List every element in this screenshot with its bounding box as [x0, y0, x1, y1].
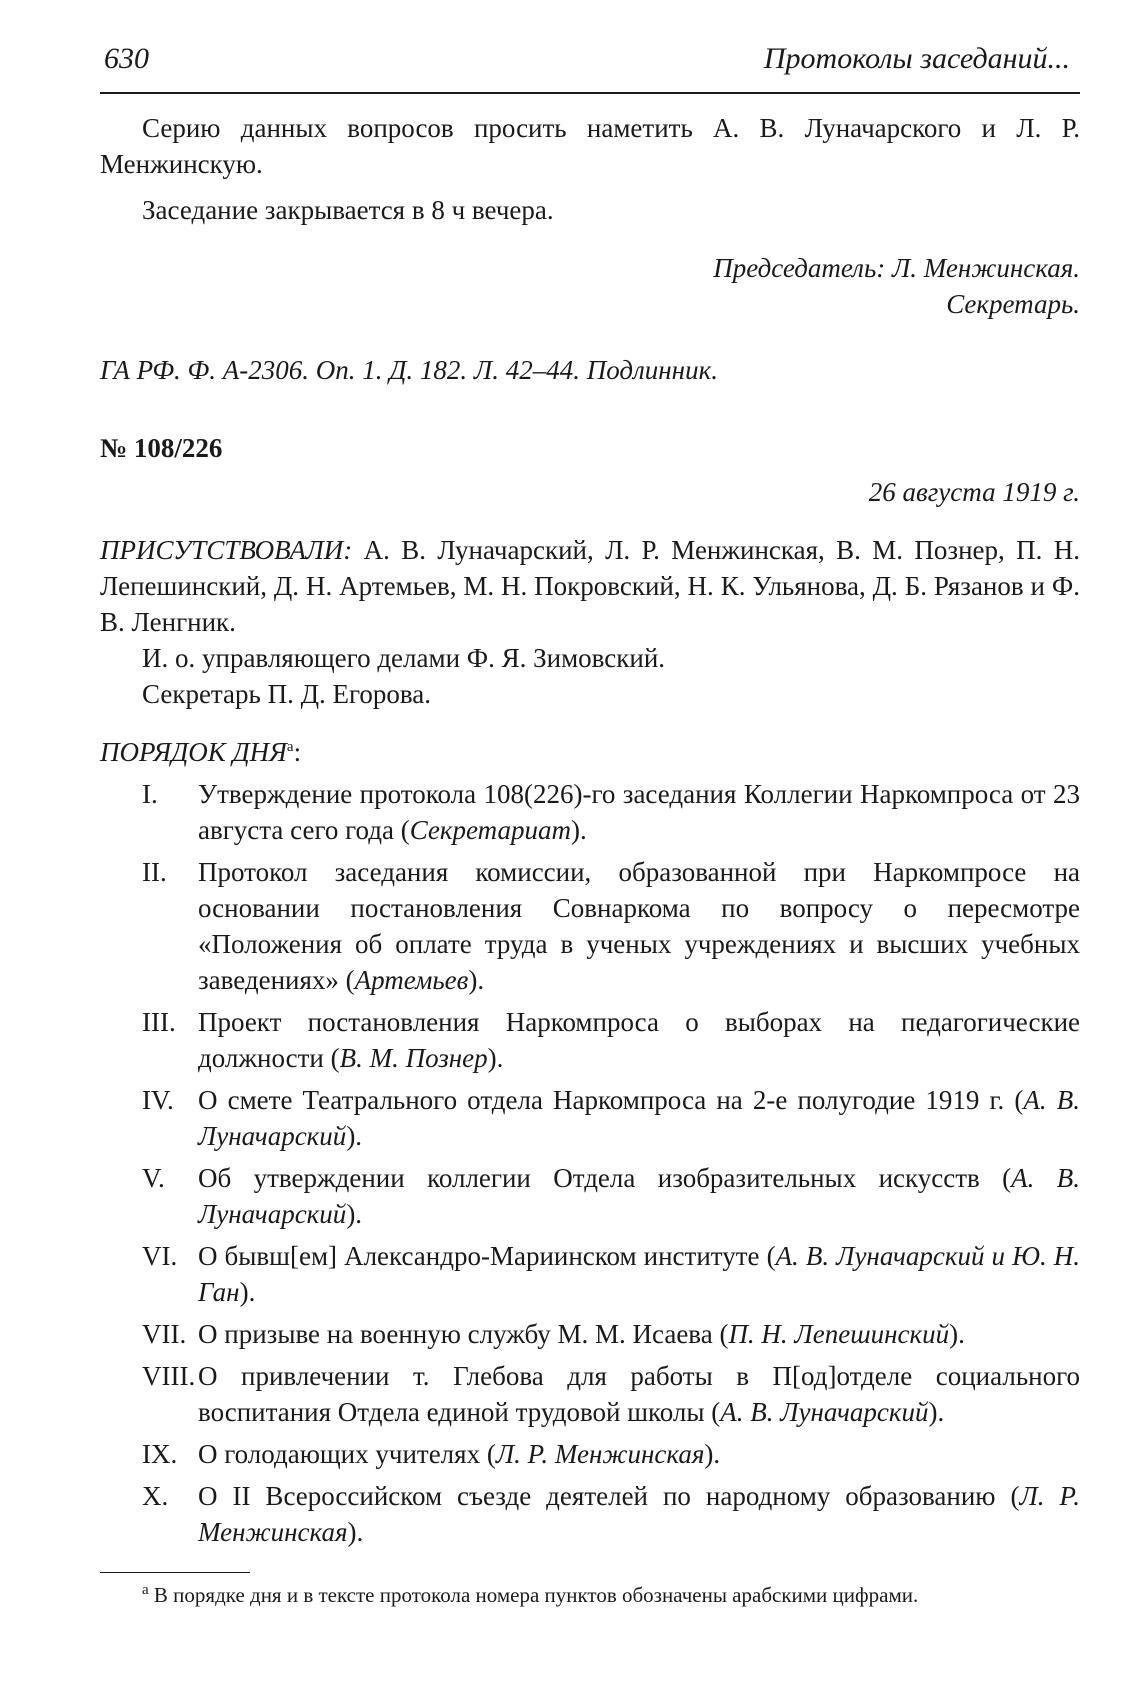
meeting-secretary: Секретарь П. Д. Егорова.	[142, 679, 432, 709]
document-date: 26 августа 1919 г.	[868, 477, 1080, 507]
series-paragraph: Серию данных вопросов просить наметить А. В. Луначарского и Л. Р. Менжинскую.	[100, 113, 1080, 179]
agenda-item-speaker: А. В. Луначарский	[198, 1085, 1080, 1151]
footnote-divider	[100, 1572, 250, 1573]
agenda-item-title: Протокол заседания комиссии, образованной при Наркомпросе на основании постановления Совнаркома по вопросу о пересмотре «Положения об оплате труда в ученых учреждениях и высших учебных заведениях» (	[198, 857, 1080, 995]
agenda-item-end: ).	[704, 1439, 721, 1469]
agenda-item-number: V.	[142, 1163, 165, 1193]
agenda-item-number: III.	[142, 1007, 176, 1037]
agenda-item-end: ).	[239, 1277, 256, 1307]
agenda-item-text	[198, 776, 1080, 848]
agenda-item-title: О привлечении т. Глебова для работы в П[од]отделе социального воспитания Отдела единой трудовой школы (	[198, 1361, 1080, 1427]
agenda-item-end: ).	[487, 1043, 504, 1073]
agenda-item-speaker: Секретариат	[409, 815, 571, 845]
agenda-item-text	[198, 1160, 1080, 1232]
agenda-item-text	[198, 854, 1080, 998]
agenda-item-end: ).	[347, 1517, 364, 1547]
agenda-item	[100, 854, 1080, 998]
agenda-item	[100, 1358, 1080, 1430]
agenda-item-number: VIII.	[142, 1361, 196, 1391]
agenda-item	[100, 1082, 1080, 1154]
agenda-item-end: ).	[346, 1121, 363, 1151]
agenda-item-number: VI.	[142, 1241, 178, 1271]
agenda-item-end: ).	[346, 1199, 363, 1229]
archive-reference: ГА РФ. Ф. А-2306. Оп. 1. Д. 182. Л. 42–44. Подлинник.	[100, 355, 718, 385]
agenda-item-number: IV.	[142, 1085, 174, 1115]
agenda-item	[100, 1316, 1080, 1352]
agenda-item	[100, 1160, 1080, 1232]
agenda-item-text	[198, 1004, 1080, 1076]
agenda-item-number: II.	[142, 857, 167, 887]
footnote	[100, 1581, 1080, 1609]
running-title: Протоколы заседаний...	[763, 42, 1070, 75]
agenda-item-title: О голодающих учителях (	[198, 1439, 496, 1469]
agenda-item-text	[198, 1316, 1080, 1352]
page-number: 630	[104, 42, 149, 75]
agenda-item-title: Проект постановления Наркомпроса о выборах на педагогические должности (	[198, 1007, 1080, 1073]
agenda-item-speaker: В. М. Познер	[339, 1043, 488, 1073]
agenda-item	[100, 1238, 1080, 1310]
agenda-item-title: О II Всероссийском съезде деятелей по народному образованию (	[198, 1481, 1020, 1511]
closing-paragraph: Заседание закрывается в 8 ч вечера.	[142, 195, 554, 225]
agenda-item-title: О бывш[ем] Александро-Мариинском институте (	[198, 1241, 776, 1271]
footnote-text: В порядке дня и в тексте протокола номера пунктов обозначены арабскими цифрами.	[148, 1583, 919, 1607]
chair-signature: Председатель: Л. Менжинская.	[713, 253, 1080, 283]
agenda-heading-text: ПОРЯДОК ДНЯ	[100, 737, 287, 767]
agenda-heading-colon: :	[293, 737, 302, 767]
footnote-ref-mark: а	[286, 739, 294, 755]
agenda-item-end: ).	[570, 815, 587, 845]
agenda-item	[100, 1004, 1080, 1076]
agenda-item-end: ).	[928, 1397, 945, 1427]
agenda-item-speaker: Л. Р. Менжинская	[495, 1439, 705, 1469]
attendees-names: А. В. Луначарский, Л. Р. Менжинская, В. М. Познер, П. Н. Лепешинский, Д. Н. Артемьев, М. Н. Покровский, Н. К. Ульянова, Д. Б. Рязанов и Ф. В. Ленгник.	[100, 535, 1080, 637]
document-number: № 108/226	[100, 433, 223, 463]
agenda-item-speaker: Л. Р. Менжинская	[198, 1481, 1080, 1547]
attendees-label: ПРИСУТСТВОВАЛИ:	[100, 535, 353, 565]
page-content	[100, 110, 1080, 1609]
agenda-item-title: Утверждение протокола 108(226)-го заседания Коллегии Наркомпроса от 23 августа сего года (	[198, 779, 1080, 845]
agenda-item-number: VII.	[142, 1319, 187, 1349]
agenda-item-title: О смете Театрального отдела Наркомпроса на 2-е полугодие 1919 г. (	[198, 1085, 1024, 1115]
footnote-mark: а	[142, 1582, 149, 1598]
agenda-item	[100, 776, 1080, 848]
agenda-item	[100, 1478, 1080, 1550]
agenda-item-text	[198, 1082, 1080, 1154]
agenda-item-speaker: А. В. Луначарский	[198, 1163, 1080, 1229]
agenda-item-number: I.	[142, 779, 158, 809]
agenda-item	[100, 1436, 1080, 1472]
agenda-item-speaker: П. Н. Лепешинский	[728, 1319, 950, 1349]
agenda-item-title: Об утверждении коллегии Отдела изобразительных искусств (	[198, 1163, 1012, 1193]
agenda-item-speaker: Артемьев	[354, 965, 469, 995]
attendees-paragraph	[100, 532, 1080, 640]
acting-manager: И. о. управляющего делами Ф. Я. Зимовский.	[142, 643, 666, 673]
agenda-item-text	[198, 1478, 1080, 1550]
agenda-list	[100, 776, 1080, 1550]
agenda-item-text	[198, 1436, 1080, 1472]
document-page	[100, 30, 1080, 1670]
agenda-item-text	[198, 1358, 1080, 1430]
agenda-heading	[100, 734, 1080, 770]
agenda-item-speaker: А. В. Луначарский	[720, 1397, 929, 1427]
secretary-signature: Секретарь.	[946, 289, 1080, 319]
agenda-item-title: О призыве на военную службу М. М. Исаева (	[198, 1319, 729, 1349]
agenda-item-text	[198, 1238, 1080, 1310]
agenda-item-number: X.	[142, 1481, 169, 1511]
agenda-item-speaker: А. В. Луначарский и Ю. Н. Ган	[198, 1241, 1080, 1307]
agenda-item-end: ).	[949, 1319, 965, 1349]
agenda-item-end: ).	[468, 965, 485, 995]
page-header	[100, 30, 1080, 94]
agenda-item-number: IX.	[142, 1439, 178, 1469]
